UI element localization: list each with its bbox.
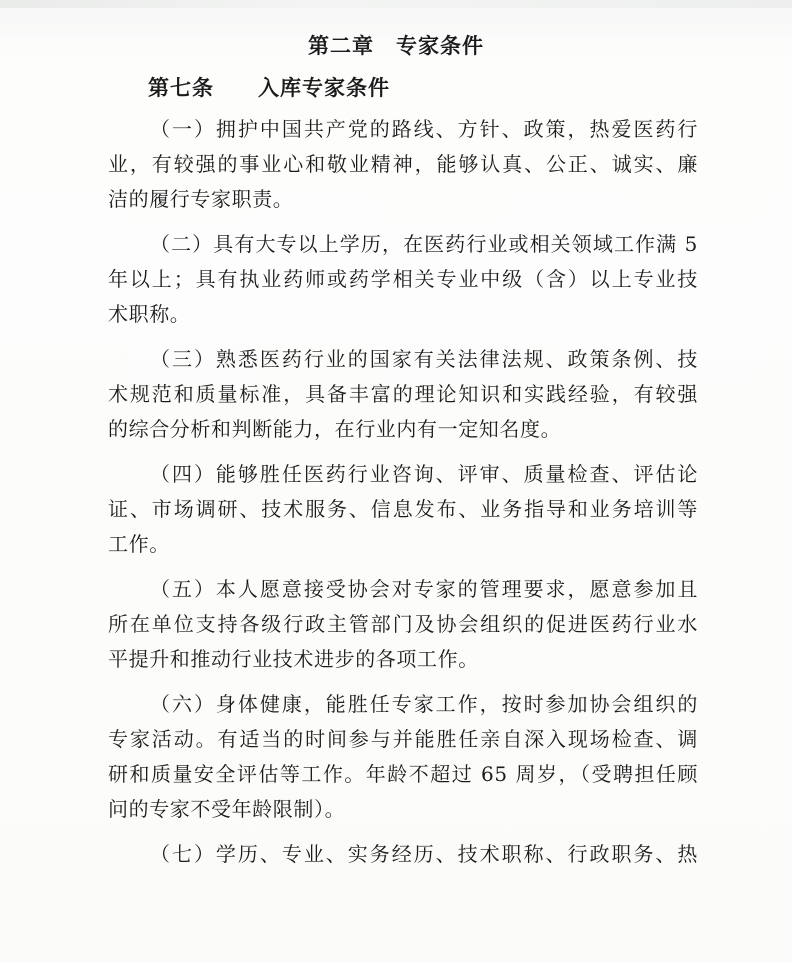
- scan-edge: [0, 0, 792, 8]
- text-line: 术规范和质量标准，具备丰富的理论知识和实践经验，有较强: [108, 382, 698, 406]
- article-body: [108, 112, 698, 882]
- text-line: 平提升和推动行业技术进步的各项工作。: [108, 647, 479, 671]
- clause-2: [108, 227, 698, 332]
- text-line: 业，有较强的事业心和敬业精神，能够认真、公正、诚实、廉: [108, 152, 698, 176]
- clause-7: [108, 837, 698, 872]
- text-line: 问的专家不受年龄限制）。: [108, 797, 346, 821]
- text-line: 证、市场调研、技术服务、信息发布、业务指导和业务培训等: [108, 497, 698, 521]
- text-line: （七）学历、专业、实务经历、技术职称、行政职务、热: [150, 842, 698, 866]
- text-line: （一）拥护中国共产党的路线、方针、政策，热爱医药行: [150, 117, 698, 141]
- chapter-title: 第二章 专家条件: [308, 34, 484, 58]
- text-line: （五）本人愿意接受协会对专家的管理要求，愿意参加且: [150, 577, 698, 601]
- text-line: （二）具有大专以上学历，在医药行业或相关领域工作满 5: [150, 232, 698, 256]
- text-line: 年以上；具有执业药师或药学相关专业中级（含）以上专业技: [108, 267, 698, 291]
- text-line: 所在单位支持各级行政主管部门及协会组织的促进医药行业水: [108, 612, 698, 636]
- text-line: 研和质量安全评估等工作。年龄不超过 65 周岁，（受聘担任顾: [108, 762, 698, 786]
- text-line: 术职称。: [108, 302, 191, 326]
- text-line: （三）熟悉医药行业的国家有关法律法规、政策条例、技: [150, 347, 698, 371]
- clause-5: [108, 572, 698, 677]
- text-line: （六）身体健康，能胜任专家工作，按时参加协会组织的: [150, 692, 698, 716]
- clause-3: [108, 342, 698, 447]
- clause-4: [108, 457, 698, 562]
- article-title: 第七条 入库专家条件: [148, 76, 390, 100]
- text-line: 工作。: [108, 532, 170, 556]
- text-line: 的综合分析和判断能力，在行业内有一定知名度。: [108, 417, 562, 441]
- text-line: 洁的履行专家职责。: [108, 187, 294, 211]
- clause-1: [108, 112, 698, 217]
- text-line: （四）能够胜任医药行业咨询、评审、质量检查、评估论: [150, 462, 698, 486]
- text-line: 专家活动。有适当的时间参与并能胜任亲自深入现场检查、调: [108, 727, 698, 751]
- clause-6: [108, 687, 698, 827]
